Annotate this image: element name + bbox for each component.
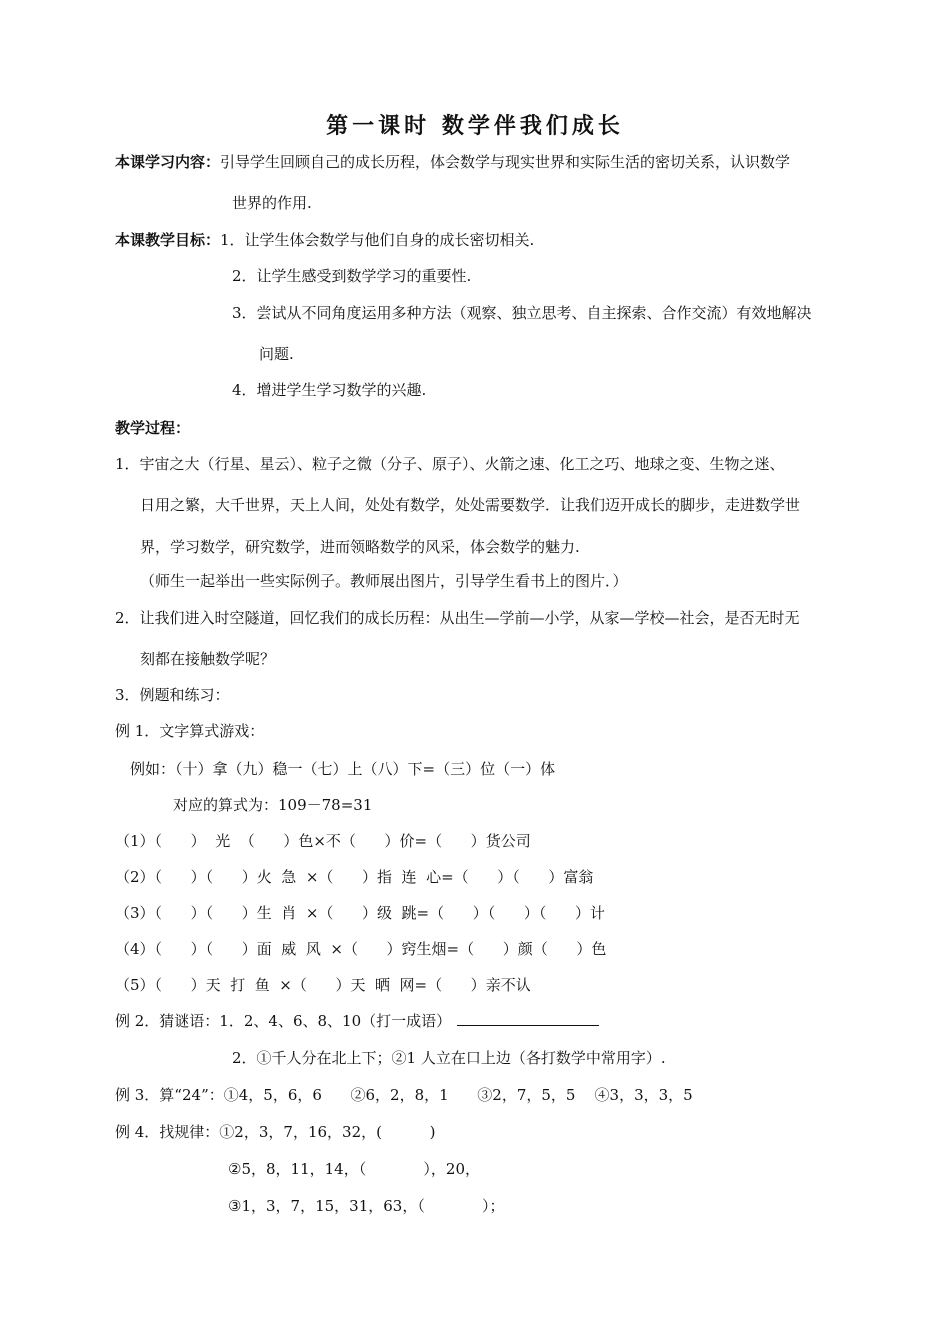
page-title: 第一课时 数学伴我们成长	[326, 113, 624, 139]
goal-2: 2．让学生感受到数学学习的重要性.	[232, 267, 472, 285]
process-3: 3．例题和练习：	[115, 686, 230, 704]
process-2b: 刻都在接触数学呢？	[140, 650, 276, 668]
exercise-item-2: （2）（ ）（ ）火 急 ×（ ）指 连 心=（ ）（ ）富翁	[115, 868, 594, 886]
content-text-2: 世界的作用.	[232, 194, 312, 212]
goal-1: 1．让学生体会数学与他们自身的成长密切相关.	[220, 231, 535, 249]
example-1-sample: 例如：（十）拿（九）稳一（七）上（八）下=（三）位（一）体	[130, 760, 556, 778]
content-label: 本课学习内容：	[115, 153, 221, 171]
exercise-item-4: （4）（ ）（ ）面 威 风 ×（ ）窍生烟=（ ）颜（ ）色	[115, 940, 607, 958]
example-4-q3: ③1，3，7，15，31，63，（ ）；	[228, 1197, 505, 1215]
process-1a: 1．宇宙之大（行星、星云）、粒子之微（分子、原子）、火箭之速、化工之巧、地球之变、生物之迷、	[115, 455, 785, 473]
process-1d: （师生一起举出一些实际例子。教师展出图片，引导学生看书上的图片．）	[140, 572, 628, 590]
goals-line-1	[115, 230, 534, 250]
goals-label: 本课教学目标：	[115, 231, 221, 249]
example-1-heading: 例 1．文字算式游戏：	[115, 722, 265, 740]
example-1-formula: 对应的算式为：109－78=31	[173, 796, 373, 814]
example-3: 例 3．算“24”：①4，5，6，6 ②6，2，8，1 ③2，7，5，5 ④3，3，3，5	[115, 1086, 693, 1104]
example-2-line-1	[115, 1011, 599, 1031]
goal-4: 4．增进学生学习数学的兴趣.	[232, 381, 427, 399]
goal-3a: 3．尝试从不同角度运用多种方法（观察、独立思考、自主探索、合作交流）有效地解决	[232, 304, 812, 322]
content-text-1: 引导学生回顾自己的成长历程，体会数学与现实世界和实际生活的密切关系，认识数学	[220, 153, 791, 171]
process-heading: 教学过程：	[115, 419, 191, 437]
example-4-q2: ②5，8，11，14，（ ），20，	[228, 1160, 481, 1178]
example-4-q1: 例 4．找规律：①2，3，7，16，32，( )	[115, 1123, 436, 1141]
riddle-2: 2．①千人分在北上下；②1 人立在口上边（各打数学中常用字）.	[232, 1049, 666, 1067]
goal-3b: 问题.	[259, 345, 294, 363]
exercise-item-1: （1）（ ） 光 （ ）色×不（ ）价=（ ）货公司	[115, 832, 531, 850]
exercise-item-5: （5）（ ）天 打 鱼 ×（ ）天 晒 网=（ ）亲不认	[115, 976, 531, 994]
process-1c: 界，学习数学，研究数学，进而领略数学的风采，体会数学的魅力.	[140, 538, 580, 556]
process-1b: 日用之繁，大千世界，天上人间，处处有数学，处处需要数学．让我们迈开成长的脚步，走进数学世	[140, 496, 801, 514]
riddle-1: 例 2．猜谜语：1．2、4、6、8、10（打一成语）	[115, 1012, 452, 1030]
exercise-item-3: （3）（ ）（ ）生 肖 ×（ ）级 跳=（ ）（ ）（ ）计	[115, 904, 605, 922]
process-2a: 2．让我们进入时空隧道，回忆我们的成长历程：从出生—学前—小学，从家—学校—社会，是否无时无	[115, 609, 800, 627]
content-line-1	[115, 152, 790, 172]
answer-blank	[457, 1011, 599, 1026]
